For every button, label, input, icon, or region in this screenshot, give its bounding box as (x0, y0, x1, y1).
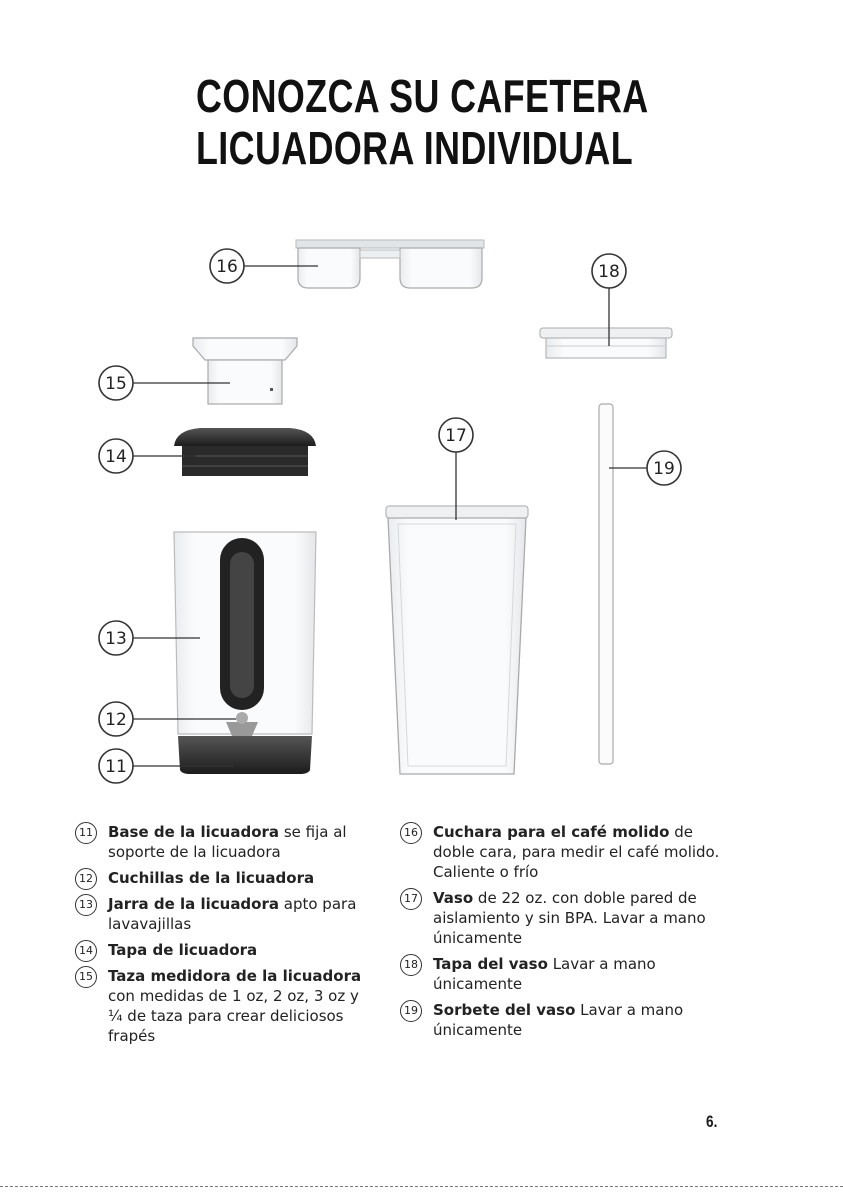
measuring-cup-image (193, 338, 297, 404)
part-12 (75, 868, 375, 888)
part-number-badge: 14 (75, 940, 97, 962)
part-description: se fija al soporte de la licuadora (108, 823, 347, 861)
page-number: 6. (706, 1112, 718, 1131)
part-name: Cuchillas de la licuadora (108, 869, 315, 887)
part-description: Lavar a mano únicamente (433, 1001, 684, 1039)
svg-text:11: 11 (105, 757, 127, 777)
blender-jar-image (174, 532, 316, 734)
svg-text:13: 13 (105, 629, 127, 649)
part-14 (75, 940, 375, 960)
part-number-badge: 16 (400, 822, 422, 844)
part-description: Lavar a mano únicamente (433, 955, 656, 993)
tumbler-image (386, 506, 528, 774)
callout-17 (439, 418, 473, 520)
svg-text:16: 16 (216, 257, 238, 277)
bottom-divider (0, 1186, 843, 1187)
svg-text:12: 12 (105, 710, 127, 730)
blender-base-image (178, 736, 312, 774)
callout-19 (609, 451, 681, 485)
part-name: Sorbete del vaso (433, 1001, 576, 1019)
part-name: Vaso (433, 889, 474, 907)
title-line-1: CONOZCA SU CAFETERA (196, 70, 649, 122)
svg-text:19: 19 (653, 459, 675, 479)
part-number-badge: 18 (400, 954, 422, 976)
part-number-badge: 15 (75, 966, 97, 988)
part-11 (75, 822, 375, 862)
coffee-scoop-image (296, 240, 484, 288)
part-13 (75, 894, 375, 934)
svg-text:18: 18 (598, 262, 620, 282)
part-name: Tapa del vaso (433, 955, 548, 973)
part-number-badge: 11 (75, 822, 97, 844)
part-name: Taza medidora de la licuadora (108, 967, 362, 985)
svg-text:14: 14 (105, 447, 127, 467)
svg-text:17: 17 (445, 426, 467, 446)
blender-lid-image (174, 428, 316, 476)
part-number-badge: 12 (75, 868, 97, 890)
part-19 (400, 1000, 730, 1040)
part-name: Base de la licuadora (108, 823, 280, 841)
part-description: de 22 oz. con doble pared de aislamiento y sin BPA. Lavar a mano únicamente (433, 889, 706, 947)
title-line-2: LICUADORA INDIVIDUAL (196, 122, 634, 174)
part-15 (75, 966, 375, 1046)
part-number-badge: 19 (400, 1000, 422, 1022)
part-name: Jarra de la licuadora (108, 895, 279, 913)
svg-text:15: 15 (105, 374, 127, 394)
part-16 (400, 822, 730, 882)
part-number-badge: 17 (400, 888, 422, 910)
cup-lid-image (540, 328, 672, 358)
part-description: con medidas de 1 oz, 2 oz, 3 oz y ¼ de taza para crear deliciosos frapés (108, 987, 359, 1045)
part-17 (400, 888, 730, 948)
part-name: Cuchara para el café molido (433, 823, 670, 841)
parts-list-right (400, 822, 730, 1046)
part-name: Tapa de licuadora (108, 941, 258, 959)
parts-list-left (75, 822, 375, 1052)
straw-image (599, 404, 613, 764)
part-18 (400, 954, 730, 994)
part-description: apto para lavavajillas (108, 895, 357, 933)
part-description: de doble cara, para medir el café molido. Caliente o frío (433, 823, 720, 881)
part-number-badge: 13 (75, 894, 97, 916)
